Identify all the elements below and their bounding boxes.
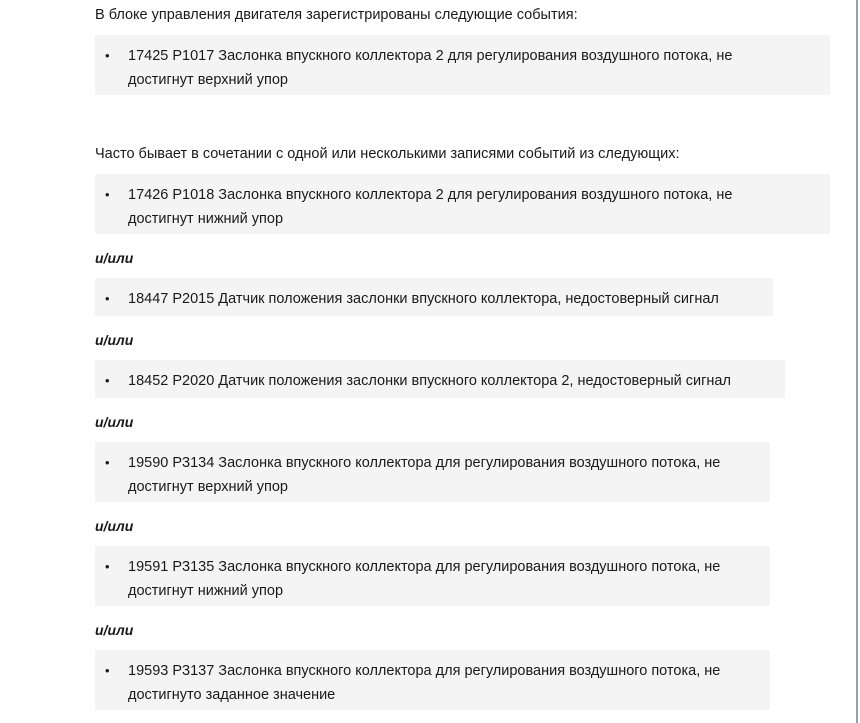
window-edge-divider [856, 0, 858, 723]
bullet-icon: • [105, 663, 110, 678]
event-line-1: 18447 P2015 Датчик положения заслонки впускного коллектора, недостоверный сигнал [128, 291, 719, 307]
event-line-2: достигнут нижний упор [128, 211, 284, 227]
bullet-icon: • [105, 187, 110, 202]
event-text [128, 659, 720, 707]
event-line-2: достигнут нижний упор [128, 583, 284, 599]
event-line-1: 19591 P3135 Заслонка впускного коллектора для регулирования воздушного потока, не [128, 559, 721, 575]
event-text [128, 183, 732, 231]
event-box [95, 650, 770, 710]
bullet-icon: • [105, 291, 110, 306]
connector-and-or: и/или [95, 414, 134, 430]
event-line-1: 19590 P3134 Заслонка впускного коллектора для регулирования воздушного потока, не [128, 455, 721, 471]
event-line-2: достигнут верхний упор [128, 479, 288, 495]
event-text [128, 287, 719, 311]
bullet-icon: • [105, 559, 110, 574]
event-line-1: 18452 P2020 Датчик положения заслонки впускного коллектора 2, недостоверный сигнал [128, 373, 731, 389]
event-line-1: 19593 P3137 Заслонка впускного коллектора для регулирования воздушного потока, не [128, 663, 721, 679]
event-text [128, 369, 731, 393]
connector-and-or: и/или [95, 250, 134, 266]
event-line-2: достигнут верхний упор [128, 72, 288, 88]
primary-event-text [128, 44, 732, 92]
event-box [95, 174, 830, 234]
primary-event-box [95, 35, 830, 95]
event-box [95, 360, 785, 398]
event-box [95, 442, 770, 502]
event-line-1: 17426 P1018 Заслонка впускного коллектора 2 для регулирования воздушного потока, не [128, 187, 733, 203]
event-line-1: 17425 P1017 Заслонка впускного коллектора 2 для регулирования воздушного потока, не [128, 48, 733, 64]
secondary-intro-paragraph: Часто бывает в сочетании с одной или несколькими записями событий из следующих: [95, 146, 680, 162]
event-line-2: достигнуто заданное значение [128, 687, 336, 703]
connector-and-or: и/или [95, 518, 134, 534]
event-box [95, 546, 770, 606]
event-box [95, 278, 773, 316]
connector-and-or: и/или [95, 332, 134, 348]
bullet-icon: • [105, 455, 110, 470]
event-text [128, 451, 720, 499]
bullet-icon: • [105, 48, 110, 63]
intro-paragraph: В блоке управления двигателя зарегистрированы следующие события: [95, 7, 578, 23]
event-text [128, 555, 720, 603]
connector-and-or: и/или [95, 622, 134, 638]
bullet-icon: • [105, 373, 110, 388]
